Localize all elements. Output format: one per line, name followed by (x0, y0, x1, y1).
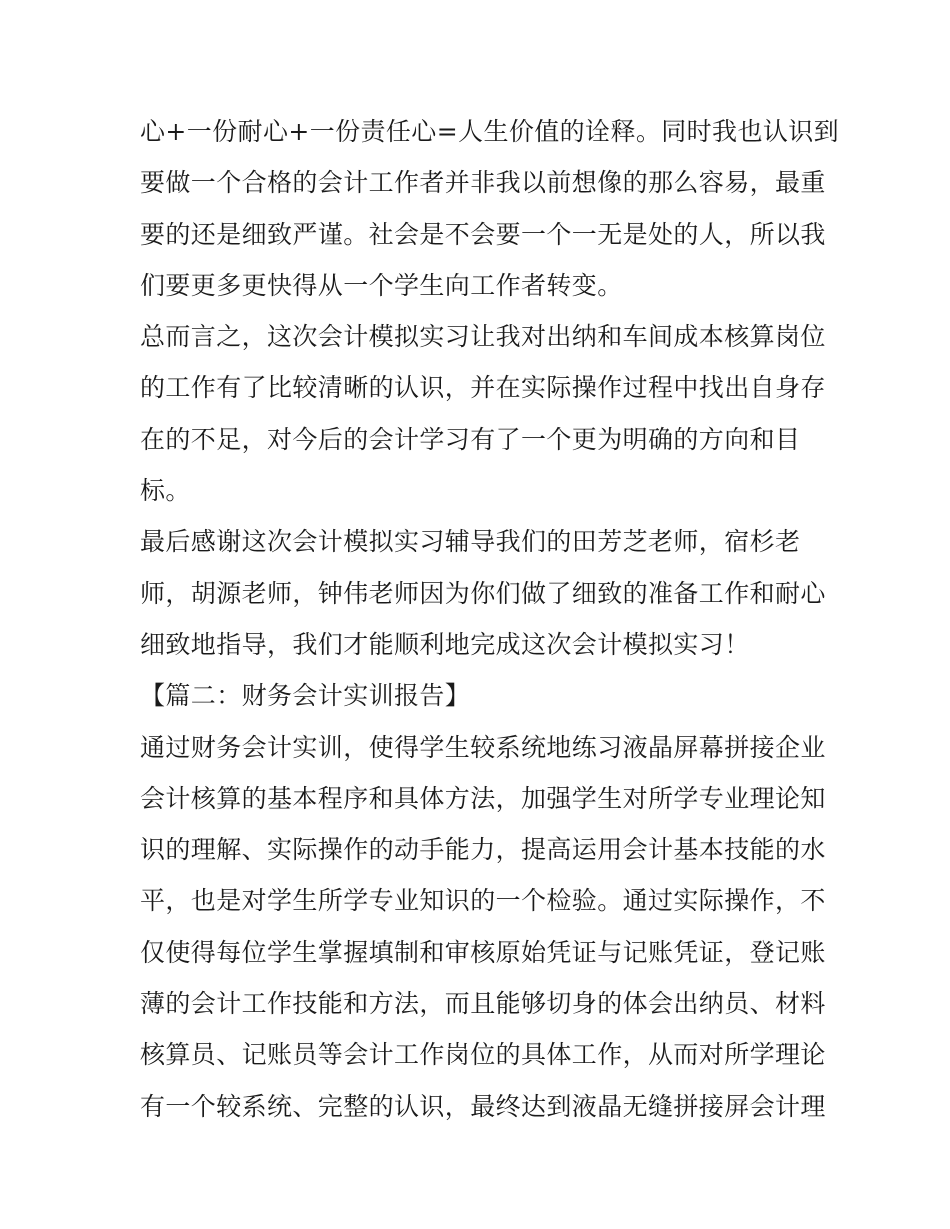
text-line: 细致地指导，我们才能顺利地完成这次会计模拟实习！ (140, 629, 750, 659)
text-line: 要的还是细致严谨。社会是不会要一个一无是处的人，所以我 (140, 219, 826, 249)
text-line: 要做一个合格的会计工作者并非我以前想像的那么容易，最重 (140, 168, 826, 198)
document-body (140, 106, 840, 1132)
text-line: 仅使得每位学生掌握填制和审核原始凭证与记账凭证，登记账 (140, 937, 826, 967)
text-line: 通过财务会计实训，使得学生较系统地练习液晶屏幕拼接企业 (140, 732, 826, 762)
text-line: 在的不足，对今后的会计学习有了一个更为明确的方向和目 (140, 424, 801, 454)
text-line: 有一个较系统、完整的认识，最终达到液晶无缝拼接屏会计理 (140, 1091, 826, 1121)
text-line: 识的理解、实际操作的动手能力，提高运用会计基本技能的水 (140, 835, 826, 865)
section-heading: 【篇二：财务会计实训报告】 (140, 681, 471, 711)
text-line: 平，也是对学生所学专业知识的一个检验。通过实际操作，不 (140, 886, 826, 916)
text-line: 会计核算的基本程序和具体方法，加强学生对所学专业理论知 (140, 783, 826, 813)
text-line: 最后感谢这次会计模拟实习辅导我们的田芳芝老师，宿杉老 (140, 527, 801, 557)
text-line: 心+一份耐心+一份责任心=人生价值的诠释。同时我也认识到 (140, 117, 840, 146)
text-line: 师，胡源老师，钟伟老师因为你们做了细致的准备工作和耐心 (140, 578, 826, 608)
text-line: 薄的会计工作技能和方法，而且能够切身的体会出纳员、材料 (140, 989, 826, 1019)
text-line: 核算员、记账员等会计工作岗位的具体工作，从而对所学理论 (140, 1040, 826, 1070)
text-line: 们要更多更快得从一个学生向工作者转变。 (140, 270, 623, 300)
text-line: 的工作有了比较清晰的认识，并在实际操作过程中找出自身存 (140, 373, 826, 403)
text-line: 总而言之，这次会计模拟实习让我对出纳和车间成本核算岗位 (140, 322, 826, 352)
text-line: 标。 (140, 476, 191, 506)
